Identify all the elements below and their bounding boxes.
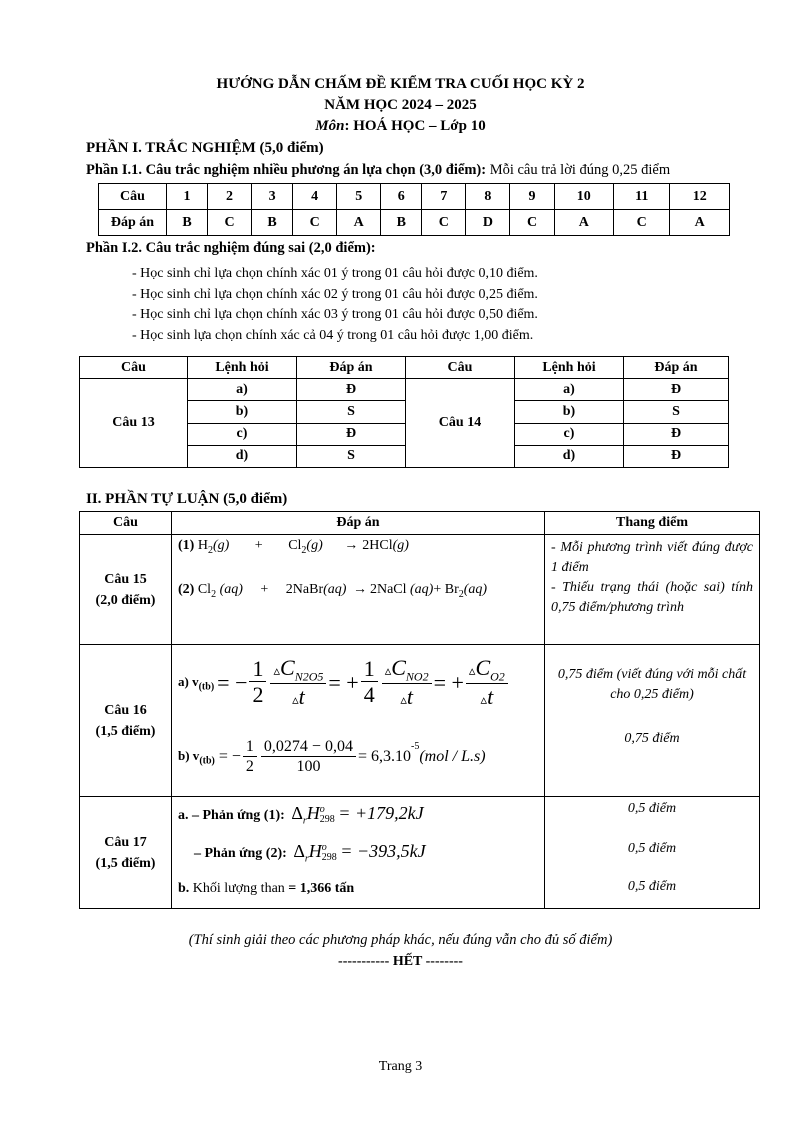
- part1-sub1-title: Phần I.1. Câu trắc nghiệm nhiều phương án lựa chọn (3,0 điểm):: [86, 162, 487, 178]
- tf-header: Câu: [406, 357, 515, 379]
- end-marker: ----------- HẾT --------: [338, 954, 463, 969]
- arrow-icon: →: [352, 582, 367, 597]
- formula-unit: (mol / L.s): [419, 748, 486, 765]
- part1-title: PHẦN I. TRẮC NGHIỆM (5,0 điểm): [86, 140, 324, 156]
- formula-prefix: b) $v_{(tb)}$: [178, 747, 215, 767]
- eq-reactant: Cl: [288, 538, 302, 553]
- mc-answer: A: [554, 210, 613, 236]
- q17-b-value: = 1,366 tấn: [288, 881, 355, 896]
- q17-b-text: Khối lượng than: [189, 881, 289, 896]
- eq-plus: +: [260, 582, 269, 597]
- school-year: NĂM HỌC 2024 – 2025: [324, 97, 477, 113]
- q16-formula-a: a) $v_{(tb)}$ = − $\frac{1}{2}$ $\frac{▵C_{N2O5}}{▵t}$ = + $\frac{1}{4}$ $\frac{▵C_{NO2}}{▵t}$ = + $\frac{▵C_{O2}}{▵t}$: [178, 649, 538, 717]
- score-note: 0,5 điểm: [627, 801, 677, 816]
- mc-q: 3: [252, 184, 293, 210]
- q16-points: (1,5 điểm): [95, 723, 156, 739]
- q17-a2: – Phản ứng (2): $\Delta_rH$ o 298 = −393,5kJ: [194, 841, 426, 865]
- tf-answer: S: [297, 401, 406, 423]
- eq-state: (g): [306, 538, 323, 553]
- mc-answer: B: [381, 210, 422, 236]
- tf-rule: - Học sinh lựa chọn chính xác cả 04 ý trong 01 câu hỏi được 1,00 điểm.: [132, 327, 534, 343]
- mc-answer: C: [614, 210, 670, 236]
- tf-answer: S: [297, 445, 406, 467]
- tf-header: Câu: [80, 357, 188, 379]
- tf-item: a): [515, 379, 624, 401]
- eq-state: (aq): [323, 582, 347, 597]
- tf-item: b): [188, 401, 297, 423]
- mc-q: 8: [466, 184, 510, 210]
- q17-a1-label: a. – Phản ứng (1):: [178, 808, 285, 823]
- tf-header: Lệnh hỏi: [515, 357, 624, 379]
- tf-rule: - Học sinh chỉ lựa chọn chính xác 02 ý trong 01 câu hỏi được 0,25 điểm.: [132, 286, 538, 302]
- tf-question-14: Câu 14: [406, 379, 515, 468]
- score-note: 0,75 điểm: [624, 731, 680, 746]
- formula-exponent: -5: [410, 741, 420, 752]
- eq-state: (g): [212, 538, 230, 553]
- tf-header: Đáp án: [297, 357, 406, 379]
- tf-answer: Đ: [624, 423, 729, 445]
- eq-reactant: 2NaBr: [285, 582, 324, 597]
- q17-a2-value: = −393,5kJ: [340, 841, 426, 861]
- tf-item: d): [188, 445, 297, 467]
- tf-answer: Đ: [624, 445, 729, 467]
- q16-label: Câu 16: [104, 702, 147, 718]
- mc-answer-table: [98, 183, 730, 236]
- mc-q: 10: [554, 184, 613, 210]
- eq-product: 2HCl: [362, 538, 393, 553]
- mc-answer: C: [510, 210, 554, 236]
- tf-item: c): [188, 423, 297, 445]
- essay-table: [79, 511, 760, 909]
- eq-state: (aq): [216, 582, 243, 597]
- q17-cell: [80, 797, 172, 909]
- eq-plus: +: [433, 582, 445, 597]
- q16-formula-b: b) $v_{(tb)}$ = − $\frac{1}{2}$ $\frac{0,0274 - 0,04}{100}$ = 6,3.10 $^{-5}$ (mol / L.s): [178, 738, 486, 775]
- q15-answer: [172, 535, 545, 645]
- q17-a1-value: = +179,2kJ: [338, 803, 424, 823]
- q17-b: [178, 881, 538, 897]
- doc-title: HƯỚNG DẪN CHẤM ĐỀ KIỂM TRA CUỐI HỌC KỲ 2: [216, 76, 585, 92]
- mc-answer: C: [208, 210, 252, 236]
- q17-a1: a. – Phản ứng (1): $\Delta_rH$ o 298 = +179,2kJ: [178, 803, 424, 827]
- tf-answer: S: [624, 401, 729, 423]
- formula-denominator: 100: [296, 757, 321, 775]
- mc-q: 2: [208, 184, 252, 210]
- mc-row-label: Câu: [99, 184, 167, 210]
- score-note: 0,75 điểm (viết đúng với mỗi chất cho 0,25 điểm): [557, 667, 747, 702]
- mc-answer: C: [293, 210, 337, 236]
- part2-title: II. PHẦN TỰ LUẬN (5,0 điểm): [86, 491, 288, 507]
- tf-item: a): [188, 379, 297, 401]
- q15-score: [545, 535, 760, 645]
- eq-product: Br: [444, 582, 459, 597]
- subject-label: Môn: [315, 118, 345, 134]
- mc-answer: B: [167, 210, 208, 236]
- eq-product: 2NaCl: [369, 582, 407, 597]
- mc-q: 5: [337, 184, 381, 210]
- essay-header: Thang điểm: [545, 512, 760, 535]
- tf-answer-table: [79, 356, 729, 468]
- q15-eq2: (2) $Cl_2$ (aq) + 2NaBr(aq) → 2NaCl $(aq)+ Br_2(aq)$: [178, 582, 488, 600]
- q17-answer: [172, 797, 545, 909]
- tf-item: d): [515, 445, 624, 467]
- formula-numerator: 0,0274 − 0,04: [261, 738, 356, 757]
- q16-score: [545, 645, 760, 797]
- eq-state: (g): [392, 538, 409, 553]
- mc-q: 11: [614, 184, 670, 210]
- tf-answer: Đ: [624, 379, 729, 401]
- q16-cell: [80, 645, 172, 797]
- mc-q: 7: [422, 184, 466, 210]
- tf-header: Đáp án: [624, 357, 729, 379]
- eq-state: (aq): [463, 582, 488, 597]
- tf-rules: [132, 264, 538, 346]
- q17-score: [545, 797, 760, 909]
- q17-a2-label: – Phản ứng (2):: [194, 846, 287, 861]
- eq-plus: +: [254, 538, 263, 553]
- score-note: - Mỗi phương trình viết đúng được 1 điểm: [551, 540, 753, 575]
- eq-number: (2): [178, 582, 195, 597]
- score-note: 0,5 điểm: [627, 841, 677, 856]
- formula-prefix: a) $v_{(tb)}$: [178, 673, 215, 693]
- essay-header: Đáp án: [172, 512, 545, 535]
- mc-q: 1: [167, 184, 208, 210]
- q17-b-label: b.: [178, 881, 190, 896]
- tf-answer: Đ: [297, 379, 406, 401]
- arrow-icon: →: [344, 538, 359, 553]
- tf-rule: - Học sinh chỉ lựa chọn chính xác 03 ý trong 01 câu hỏi được 0,50 điểm.: [132, 307, 538, 322]
- q15-points: (2,0 điểm): [95, 592, 156, 608]
- eq-reactant: H: [197, 538, 208, 553]
- mc-answer: B: [252, 210, 293, 236]
- essay-header: Câu: [80, 512, 172, 535]
- score-note: 0,5 điểm: [627, 879, 677, 894]
- eq-reactant: Cl: [197, 582, 212, 597]
- tf-answer: Đ: [297, 423, 406, 445]
- mc-q: 6: [381, 184, 422, 210]
- mc-answer: A: [670, 210, 730, 236]
- q15-cell: [80, 535, 172, 645]
- mc-q: 9: [510, 184, 554, 210]
- mc-q: 12: [670, 184, 730, 210]
- eq-state: (aq): [406, 582, 434, 597]
- tf-question-13: Câu 13: [80, 379, 188, 468]
- q17-label: Câu 17: [104, 834, 147, 850]
- part1-sub1: [86, 162, 670, 179]
- mc-row-label: Đáp án: [99, 210, 167, 236]
- q15-label: Câu 15: [104, 571, 147, 587]
- q15-eq1: (1) $H_2(g) + Cl_2(g) \to 2HCl(g)$: [178, 538, 409, 556]
- mc-answer: A: [337, 210, 381, 236]
- eq-number: (1): [178, 538, 195, 553]
- tf-item: c): [515, 423, 624, 445]
- part1-sub2-title: Phần I.2. Câu trắc nghiệm đúng sai (2,0 điểm):: [86, 240, 376, 256]
- mc-q: 4: [293, 184, 337, 210]
- formula-result: = 6,3.10: [357, 748, 411, 765]
- page-number: Trang 3: [378, 1059, 423, 1074]
- score-note: - Thiếu trạng thái (hoặc sai) tính 0,75 điểm/phương trình: [551, 580, 753, 615]
- part1-sub1-note: Mỗi câu trả lời đúng 0,25 điểm: [486, 162, 671, 178]
- tf-rule: - Học sinh chỉ lựa chọn chính xác 01 ý trong 01 câu hỏi được 0,10 điểm.: [132, 266, 538, 281]
- q17-points: (1,5 điểm): [95, 855, 156, 871]
- tf-item: b): [515, 401, 624, 423]
- subject-line: [0, 118, 801, 135]
- mc-answer: D: [466, 210, 510, 236]
- subject-value: : HOÁ HỌC – Lớp 10: [344, 118, 486, 134]
- footer-note: (Thí sinh giải theo các phương pháp khác, nếu đúng vẫn cho đủ số điểm): [188, 932, 613, 948]
- q16-answer: [172, 645, 545, 797]
- mc-answer: C: [422, 210, 466, 236]
- tf-header: Lệnh hỏi: [188, 357, 297, 379]
